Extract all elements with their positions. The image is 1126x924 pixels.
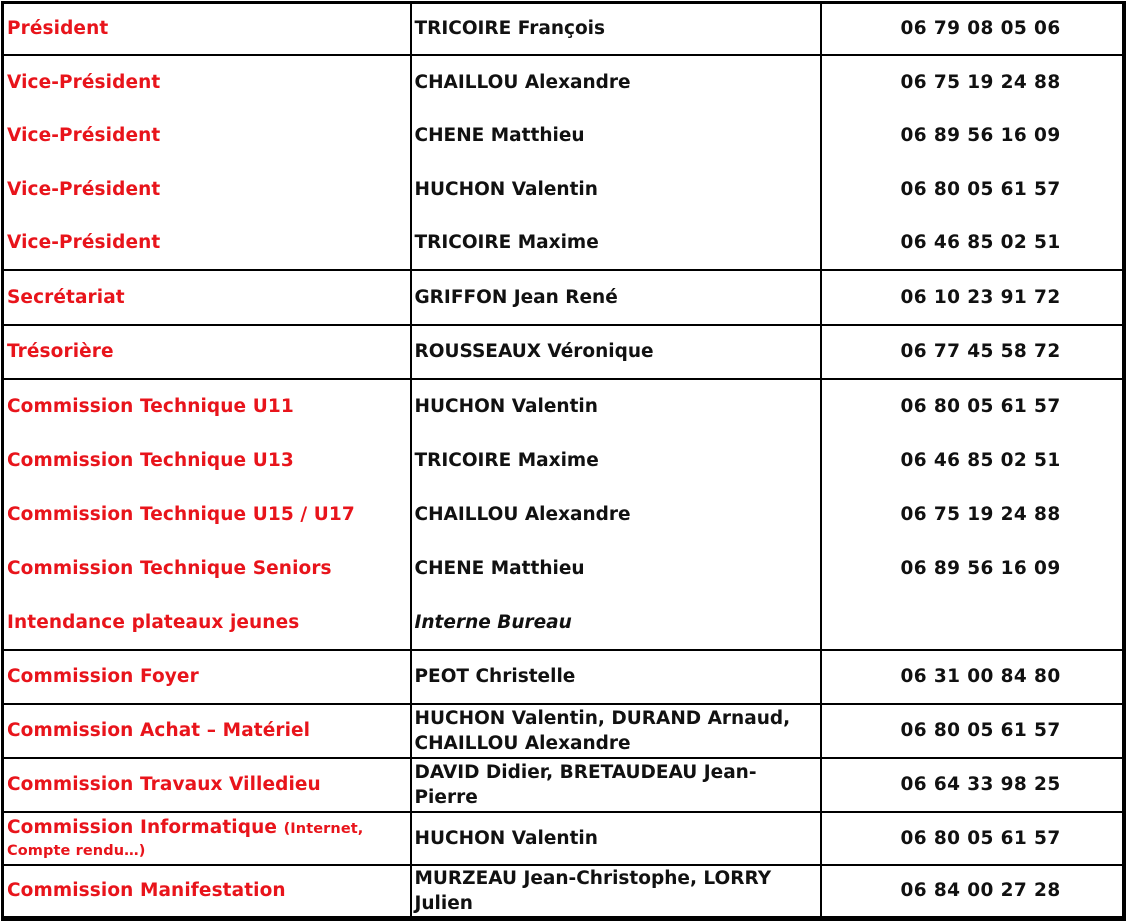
name-cell — [411, 704, 821, 758]
name-cell: ROUSSEAUX Véronique — [411, 325, 821, 379]
role-cell: Commission Travaux Villedieu — [3, 758, 411, 812]
phone-cell: 06 10 23 91 72 — [821, 270, 1125, 325]
committee-table — [1, 1, 1126, 921]
table-row — [3, 488, 1125, 542]
role-cell: Commission Technique U13 — [3, 434, 411, 488]
role-cell: Commission Technique U15 / U17 — [3, 488, 411, 542]
name-line: HUCHON Valentin, DURAND Arnaud, — [414, 707, 791, 729]
phone-cell: 06 46 85 02 51 — [900, 450, 1061, 471]
table-row — [3, 379, 1125, 434]
phone-cell: 06 64 33 98 25 — [821, 758, 1125, 812]
role-cell: Vice-Président — [3, 163, 411, 217]
table-row — [3, 596, 1125, 650]
phone-cell: 06 89 56 16 09 — [900, 125, 1061, 146]
name-cell: PEOT Christelle — [411, 650, 821, 704]
table-row — [3, 163, 1125, 217]
role-cell: Secrétariat — [3, 270, 411, 325]
name-cell: DAVID Didier, BRETAUDEAU Jean-Pierre — [411, 758, 821, 812]
table-row — [3, 758, 1125, 812]
role-cell: Commission Achat – Matériel — [3, 704, 411, 758]
role-cell: Commission Foyer — [3, 650, 411, 704]
name-cell: TRICOIRE Maxime — [411, 217, 821, 270]
table-row — [3, 3, 1125, 55]
phone-cell: 06 80 05 61 57 — [821, 379, 1125, 434]
phone-cell: 06 80 05 61 57 — [821, 812, 1125, 865]
role-note: (Internet, — [283, 820, 364, 837]
name-cell: CHAILLOU Alexandre — [411, 55, 821, 109]
table-row — [3, 325, 1125, 379]
role-cell: Vice-Président — [3, 217, 411, 270]
table-row — [3, 109, 1125, 163]
phone-cell: 06 75 19 24 88 — [821, 55, 1125, 109]
phone-cell: 06 80 05 61 57 — [821, 704, 1125, 758]
name-cell: HUCHON Valentin — [411, 812, 821, 865]
role-cell: Commission Technique U11 — [3, 379, 411, 434]
role-cell: Vice-Président — [3, 109, 411, 163]
phone-cell: 06 46 85 02 51 — [900, 232, 1061, 253]
name-line: MURZEAU Jean-Christophe, LORRY — [414, 867, 772, 889]
role-cell: Vice-Président — [3, 55, 411, 109]
table-row — [3, 542, 1125, 596]
table-row — [3, 55, 1125, 109]
phone-cell: 06 89 56 16 09 — [900, 558, 1061, 579]
table-row — [3, 217, 1125, 270]
role-cell — [3, 812, 411, 865]
table-row — [3, 270, 1125, 325]
role-note: Compte rendu…) — [7, 842, 146, 859]
role-cell: Président — [3, 3, 411, 55]
name-line: CHAILLOU Alexandre — [414, 732, 631, 754]
name-cell — [411, 865, 821, 919]
phone-cell: 06 84 00 27 28 — [821, 865, 1125, 919]
name-cell: GRIFFON Jean René — [411, 270, 821, 325]
role-cell: Trésorière — [3, 325, 411, 379]
phone-cell: 06 31 00 84 80 — [821, 650, 1125, 704]
table-row — [3, 704, 1125, 758]
role-cell: Commission Manifestation — [3, 865, 411, 919]
name-cell: TRICOIRE Maxime — [411, 434, 821, 488]
name-cell: CHENE Matthieu — [411, 109, 821, 163]
phone-cell: 06 75 19 24 88 — [900, 504, 1061, 525]
name-cell: CHENE Matthieu — [411, 542, 821, 596]
table-row — [3, 865, 1125, 919]
name-line: Julien — [414, 892, 473, 914]
name-cell: HUCHON Valentin — [411, 163, 821, 217]
role-label: Commission Informatique — [7, 816, 278, 838]
table-row — [3, 812, 1125, 865]
role-cell: Intendance plateaux jeunes — [3, 596, 411, 650]
name-cell: HUCHON Valentin — [411, 379, 821, 434]
table-row — [3, 434, 1125, 488]
name-cell: Interne Bureau — [411, 596, 821, 650]
phone-cell: 06 77 45 58 72 — [821, 325, 1125, 379]
phone-cell: 06 79 08 05 06 — [900, 18, 1061, 40]
phone-cell: 06 80 05 61 57 — [900, 179, 1061, 200]
name-cell: CHAILLOU Alexandre — [411, 488, 821, 542]
role-cell: Commission Technique Seniors — [3, 542, 411, 596]
table-row — [3, 650, 1125, 704]
name-cell: TRICOIRE François — [411, 3, 821, 55]
phone-cell — [821, 596, 1125, 650]
